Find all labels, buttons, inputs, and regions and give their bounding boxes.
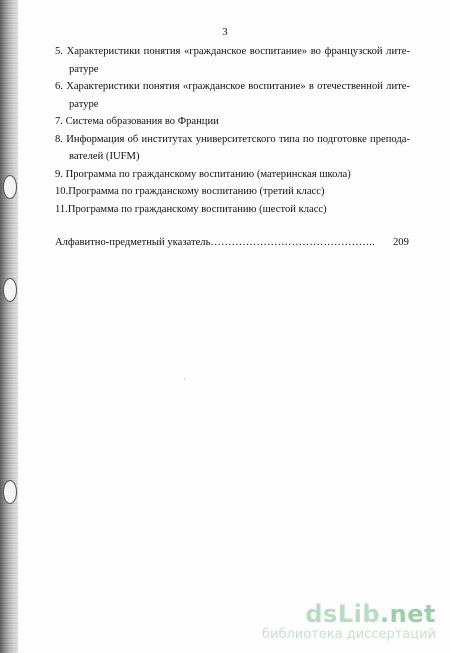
toc-item [55,78,410,113]
table-of-contents [55,43,410,218]
watermark-tagline: библиотека диссертаций [262,627,436,642]
scan-binding-edge [0,0,18,653]
watermark-logo-main: dsLib [305,600,381,628]
toc-item-text: 9. Программа по гражданскому воспитанию (материнская школа) [55,168,351,180]
toc-item-text: 11.Программа по гражданскому воспитанию (шестой класс) [55,203,327,215]
toc-item-continuation: ратуре [69,98,99,110]
toc-item [55,113,410,131]
punch-hole-middle [3,278,17,302]
toc-item-text: 6. Характеристики понятия «гражданское воспитание» в отечественной лите- [55,81,410,92]
toc-item-text: 8. Информация об институтах университетского типа по подготовке препода- [55,133,410,145]
toc-item-continuation: ратуре [69,63,99,75]
punch-hole-bottom [3,480,17,504]
toc-item-text: 5. Характеристики понятия «гражданское воспитание» во французской лите- [55,46,410,57]
punch-hole-top [3,175,17,199]
index-entry-label: Алфавитно-предметный указатель……………………………………….. [55,237,375,248]
scan-speck: ˙ [183,377,186,387]
toc-item-text: 10.Программа по гражданскому воспитанию (третий класс) [55,186,325,197]
toc-item [55,131,410,166]
toc-item [55,201,410,219]
watermark-logo-tld: .net [380,600,436,628]
index-entry [55,234,410,252]
toc-item [55,183,410,201]
toc-item [55,166,410,184]
index-entry-page: 209 [393,237,409,248]
watermark [262,601,436,643]
toc-item-continuation: вателей (IUFM) [69,151,140,162]
page-number: 3 [222,27,228,38]
toc-item-text: 7. Система образования во Франции [55,116,219,127]
watermark-logo [262,601,436,627]
toc-item [55,43,410,78]
